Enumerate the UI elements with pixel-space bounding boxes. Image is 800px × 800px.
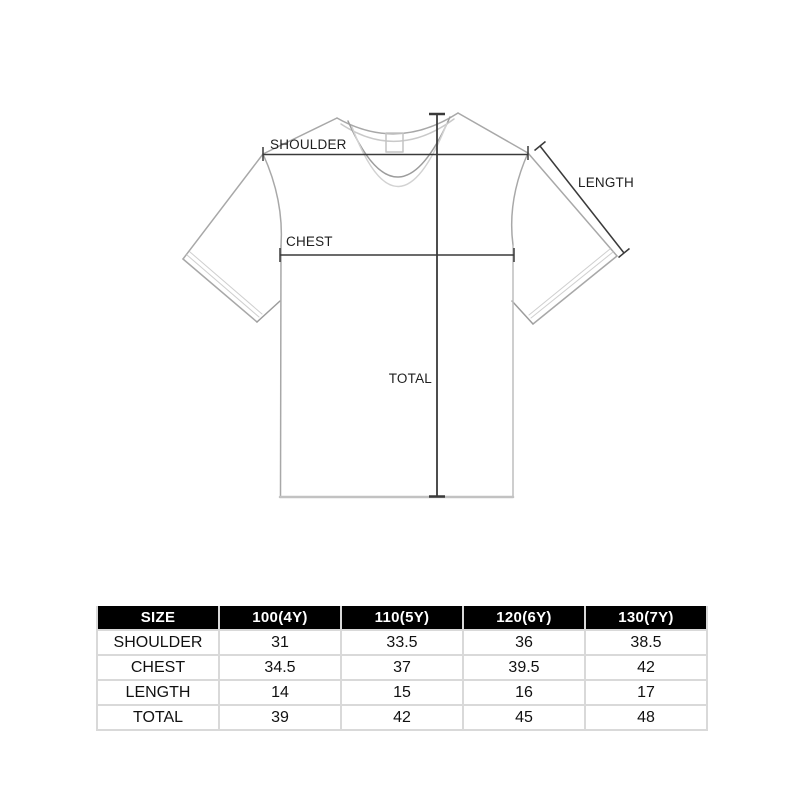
collar-back-arc — [337, 113, 458, 134]
right-sleeve-inner — [512, 301, 533, 324]
chest-measurement — [280, 234, 514, 262]
length-tick-bottom — [619, 249, 630, 258]
table-cell: 38.5 — [585, 630, 707, 655]
table-cell: 39 — [219, 705, 341, 730]
length-tick-top — [535, 142, 546, 151]
row-label: LENGTH — [97, 680, 219, 705]
left-sleeve-outer — [183, 154, 263, 259]
right-sleeve-hem — [533, 256, 617, 324]
table-cell: 48 — [585, 705, 707, 730]
size-table — [96, 606, 708, 731]
size-table-head — [97, 606, 707, 630]
row-label: CHEST — [97, 655, 219, 680]
header-row — [97, 606, 707, 630]
collar — [337, 113, 458, 187]
table-row-chest — [97, 655, 707, 680]
right-sleeve-outer — [528, 153, 617, 256]
size-table-body — [97, 630, 707, 730]
table-cell: 42 — [341, 705, 463, 730]
total-measurement — [389, 114, 445, 497]
row-label: TOTAL — [97, 705, 219, 730]
chest-label: CHEST — [286, 234, 333, 249]
right-cuff-line-2 — [529, 249, 610, 315]
table-cell: 33.5 — [341, 630, 463, 655]
table-cell: 14 — [219, 680, 341, 705]
total-label: TOTAL — [388, 371, 432, 386]
tshirt-outline — [183, 113, 617, 497]
header-cell-100-4y: 100(4Y) — [219, 606, 341, 630]
left-cuff-line-2 — [190, 252, 262, 314]
header-cell-130-7y: 130(7Y) — [585, 606, 707, 630]
body-left-edge — [281, 246, 282, 497]
table-cell: 34.5 — [219, 655, 341, 680]
size-table-container — [96, 606, 708, 731]
shoulder-label: SHOULDER — [270, 137, 347, 152]
left-cuff-line-1 — [187, 255, 259, 317]
table-row-shoulder — [97, 630, 707, 655]
table-cell: 37 — [341, 655, 463, 680]
table-cell: 31 — [219, 630, 341, 655]
table-row-length — [97, 680, 707, 705]
length-measurement — [535, 142, 634, 258]
left-sleeve-hem — [183, 259, 257, 322]
header-cell-size: SIZE — [97, 606, 219, 630]
header-cell-120-6y: 120(6Y) — [463, 606, 585, 630]
table-cell: 39.5 — [463, 655, 585, 680]
length-label: LENGTH — [578, 175, 634, 190]
right-cuff-line-1 — [531, 252, 613, 318]
right-shoulder-edge — [458, 113, 528, 153]
table-cell: 36 — [463, 630, 585, 655]
length-measure-line — [540, 146, 624, 253]
left-armhole — [263, 154, 281, 246]
header-cell-110-5y: 110(5Y) — [341, 606, 463, 630]
table-cell: 17 — [585, 680, 707, 705]
table-cell: 15 — [341, 680, 463, 705]
row-label: SHOULDER — [97, 630, 219, 655]
table-cell: 16 — [463, 680, 585, 705]
table-row-total — [97, 705, 707, 730]
table-cell: 42 — [585, 655, 707, 680]
left-sleeve — [183, 154, 281, 322]
right-armhole — [512, 153, 528, 245]
neck-label — [386, 133, 403, 152]
left-sleeve-inner — [257, 301, 280, 322]
table-cell: 45 — [463, 705, 585, 730]
